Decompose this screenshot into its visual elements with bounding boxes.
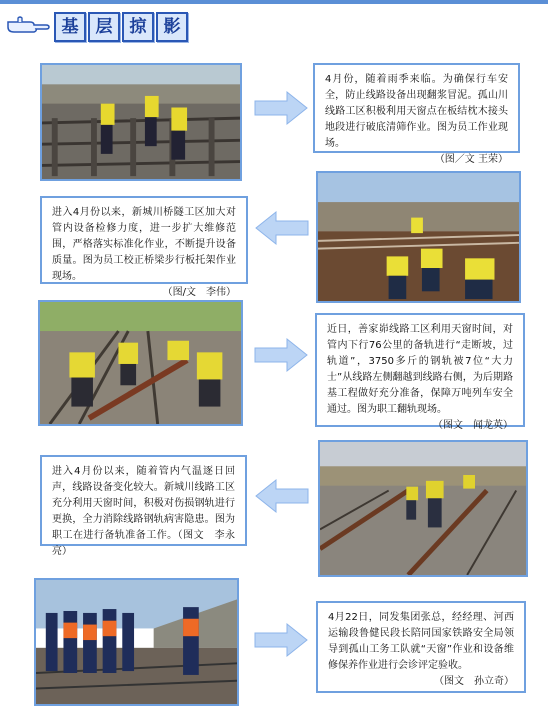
caption-credit: （图文 闻龙英）	[433, 420, 513, 431]
caption-credit: （图/文 李伟）	[162, 287, 236, 298]
caption-box-4	[40, 455, 247, 557]
photo-rail-preparation	[318, 440, 528, 577]
caption-text: 4月份，随着雨季来临。为确保行车安全，防止线路设备出现翻浆冒泥。孤山川线路工区积极利用天窗点在板结枕木接头地段进行破底清筛作业。图为员工作业现场。	[325, 74, 508, 149]
caption-text: 进入4月份以来，随着管内气温逐日回声，线路设备变化较大。新城川线路工区充分利用天窗时间，积极对伤损钢轨进行更换，全力消除线路钢轨病害隐患。图为职工在进行备轨准备工作。（图文 李永亮）	[52, 466, 235, 557]
caption-credit: （图文 孙立奇）	[434, 676, 514, 687]
caption-box-3	[315, 313, 525, 431]
page-title	[54, 12, 188, 42]
title-char: 基	[54, 12, 86, 42]
photo-track-cleaning	[40, 63, 242, 181]
photo-inspection	[34, 578, 239, 706]
title-char: 层	[88, 12, 120, 42]
caption-text: 4月22日，同发集团张总，经经理、河西运输段鲁健民段长陪同国家铁路安全局领导到孤山工务工队就“天窗”作业和设备维修保养作业进行会诊评定验收。	[328, 612, 514, 671]
caption-box-1	[313, 63, 520, 165]
right-arrow-icon	[253, 621, 309, 659]
caption-box-2	[40, 196, 248, 298]
right-arrow-icon	[253, 336, 309, 374]
caption-text: 近日，善家峁线路工区利用天窗时间，对管内下行76公里的备轨进行“走断坡，过轨道”，3750多斤的钢轨被7位“大力士”从线路左侧翻越到线路右侧，为后期路基工程做好充分准备，保障万吨列车安全通过。图为职工翻轨现场。	[327, 324, 513, 415]
left-arrow-icon	[254, 209, 310, 247]
caption-text: 进入4月份以来，新城川桥隧工区加大对管内设备检修力度，进一步扩大维修范围，严格落实标准化作业，不断提升设备质量。图为员工校正桥梁步行板托架作业现场。	[52, 207, 236, 282]
photo-rail-flipping	[38, 300, 243, 426]
top-border-line	[0, 0, 548, 4]
caption-credit: （图／文 王荣）	[434, 154, 508, 165]
right-arrow-icon	[253, 89, 309, 127]
pointing-hand-icon	[6, 14, 50, 36]
left-arrow-icon	[254, 477, 310, 515]
caption-box-5	[316, 601, 526, 693]
title-char: 影	[156, 12, 188, 42]
photo-bridge-repair	[316, 171, 521, 303]
title-char: 掠	[122, 12, 154, 42]
